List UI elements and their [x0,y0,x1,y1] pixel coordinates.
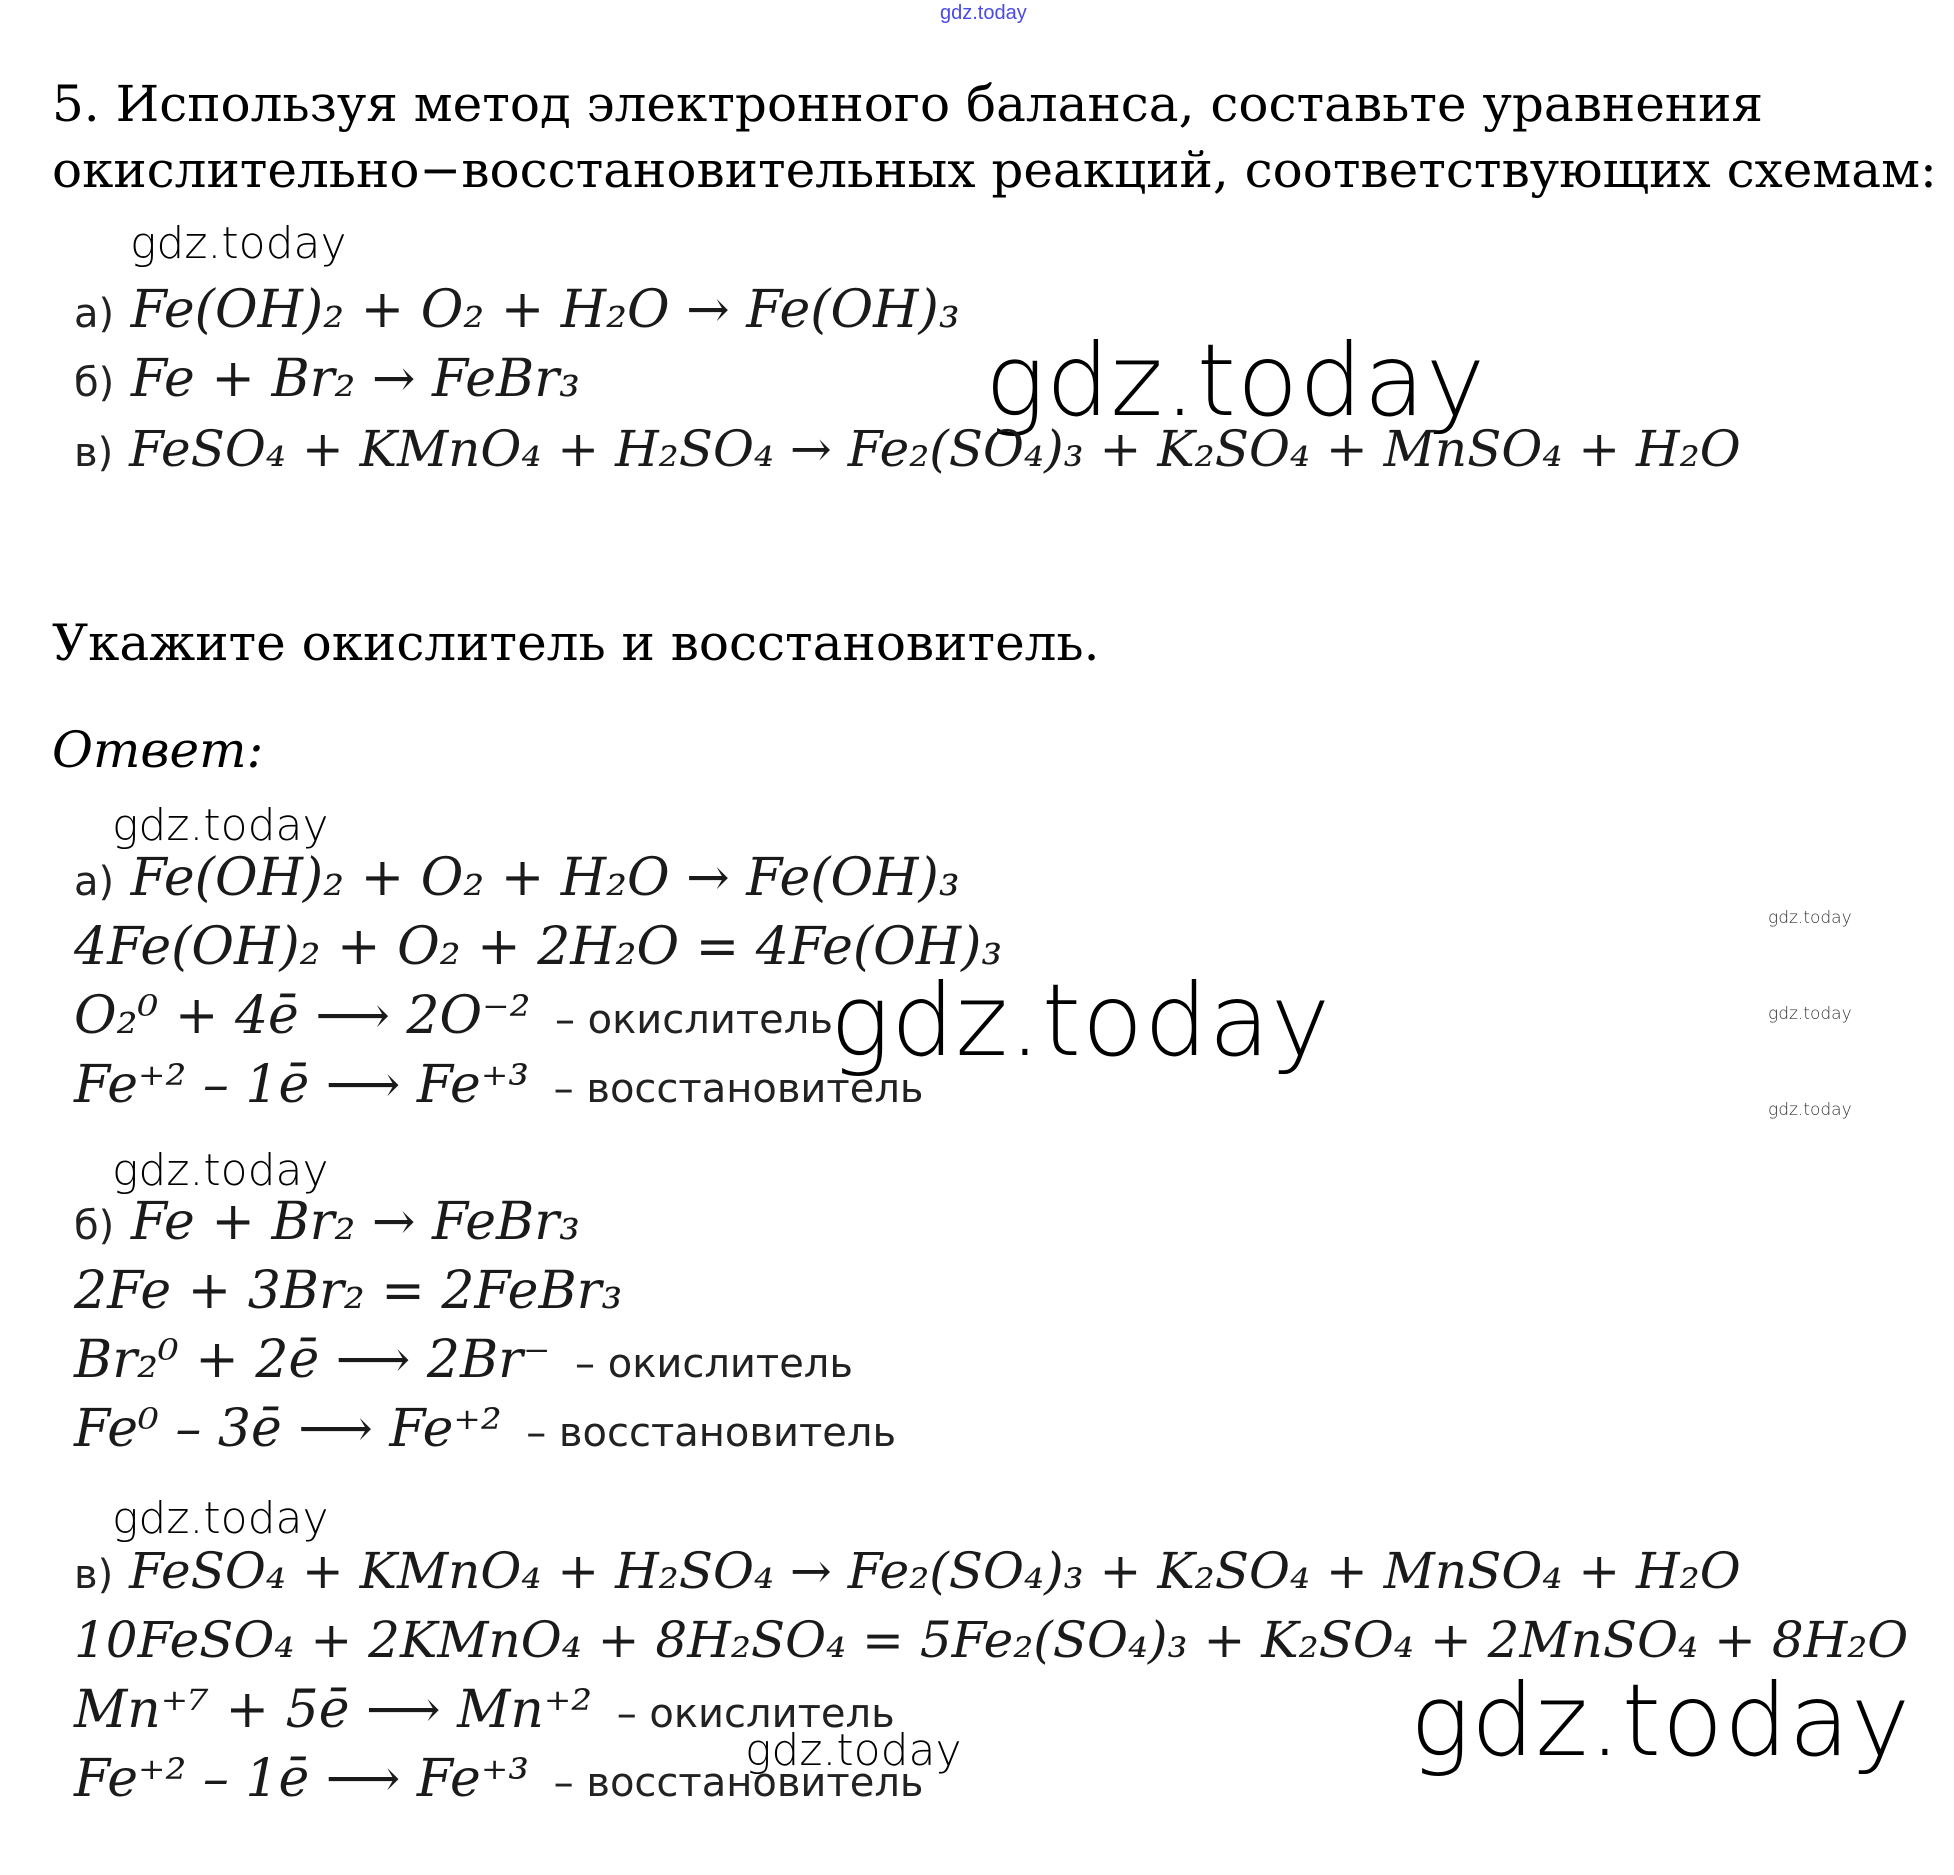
answer-b-half1: Br₂⁰ + 2ē ⟶ 2Br⁻ [74,1330,551,1390]
answer-label: Ответ: [52,721,264,779]
answer-a-half-reaction-2 [74,1055,923,1115]
scheme-a-equation: Fe(OH)₂ + O₂ + H₂O → Fe(OH)₃ [130,280,960,340]
answer-c-balanced: 10FeSO₄ + 2KMnO₄ + 8H₂SO₄ = 5Fe₂(SO₄)₃ + K₂SO₄ + 2MnSO₄ + 8H₂O [74,1611,1909,1669]
watermark: gdz.today [112,1493,329,1544]
question-text [52,71,1937,203]
answer-a-balanced: 4Fe(OH)₂ + O₂ + 2H₂O = 4Fe(OH)₃ [74,917,1003,977]
question-line-2: окислительно−восстановительных реакций, соответствующих схемам: [52,141,1937,199]
answer-b-scheme [74,1192,580,1252]
scheme-c [74,420,1741,478]
answer-a-half1: O₂⁰ + 4ē ⟶ 2O⁻² [74,986,531,1046]
answer-b-half-reaction-2 [74,1399,896,1459]
answer-b-label: б) [74,1203,115,1249]
answer-c-label: в) [74,1552,114,1598]
answer-a-scheme [74,848,960,908]
answer-c-role1: – окислитель [616,1691,895,1737]
answer-a-scheme-equation: Fe(OH)₂ + O₂ + H₂O → Fe(OH)₃ [130,848,960,908]
instruction-text: Укажите окислитель и восстановитель. [52,614,1100,672]
answer-b-scheme-equation: Fe + Br₂ → FeBr₃ [130,1192,580,1252]
watermark: gdz.today [112,800,329,851]
scheme-b-label: б) [74,360,115,406]
watermark-large: gdz.today [985,322,1487,439]
answer-b-role2: – восстановитель [526,1410,897,1456]
answer-a-role2: – восстановитель [553,1066,924,1112]
answer-a-half-reaction-1 [74,986,833,1046]
answer-c-half-reaction-2 [74,1749,923,1809]
watermark-large: gdz.today [1410,1662,1912,1779]
watermark: gdz.today [745,1725,962,1776]
answer-b-balanced: 2Fe + 3Br₂ = 2FeBr₃ [74,1261,623,1321]
watermark: gdz.today [112,1145,329,1196]
scheme-b-equation: Fe + Br₂ → FeBr₃ [130,349,580,409]
scheme-a [74,280,960,340]
answer-a-label: а) [74,859,115,905]
answer-c-half2: Fe⁺² – 1ē ⟶ Fe⁺³ [74,1749,530,1809]
scheme-c-label: в) [74,430,114,476]
answer-b-half2: Fe⁰ – 3ē ⟶ Fe⁺² [74,1399,502,1459]
scheme-b [74,349,580,409]
answer-c-scheme [74,1542,1741,1600]
question-line-1: 5. Используя метод электронного баланса, составьте уравнения [52,75,1763,133]
watermark-tiny: gdz.today [1768,1004,1852,1024]
scheme-a-label: а) [74,291,115,337]
top-watermark: gdz.today [940,2,1027,24]
answer-a-role1: – окислитель [554,997,833,1043]
watermark-tiny: gdz.today [1768,1100,1852,1120]
answer-c-role2: – восстановитель [553,1760,924,1806]
answer-c-scheme-equation: FeSO₄ + KMnO₄ + H₂SO₄ → Fe₂(SO₄)₃ + K₂SO₄ + MnSO₄ + H₂O [129,1542,1741,1600]
watermark: gdz.today [130,218,347,269]
watermark-tiny: gdz.today [1768,908,1852,928]
watermark-large: gdz.today [830,962,1332,1079]
scheme-c-equation: FeSO₄ + KMnO₄ + H₂SO₄ → Fe₂(SO₄)₃ + K₂SO₄ + MnSO₄ + H₂O [129,420,1741,478]
answer-b-half-reaction-1 [74,1330,853,1390]
answer-c-half1: Mn⁺⁷ + 5ē ⟶ Mn⁺² [74,1680,593,1740]
answer-a-half2: Fe⁺² – 1ē ⟶ Fe⁺³ [74,1055,530,1115]
answer-b-role1: – окислитель [575,1341,853,1387]
